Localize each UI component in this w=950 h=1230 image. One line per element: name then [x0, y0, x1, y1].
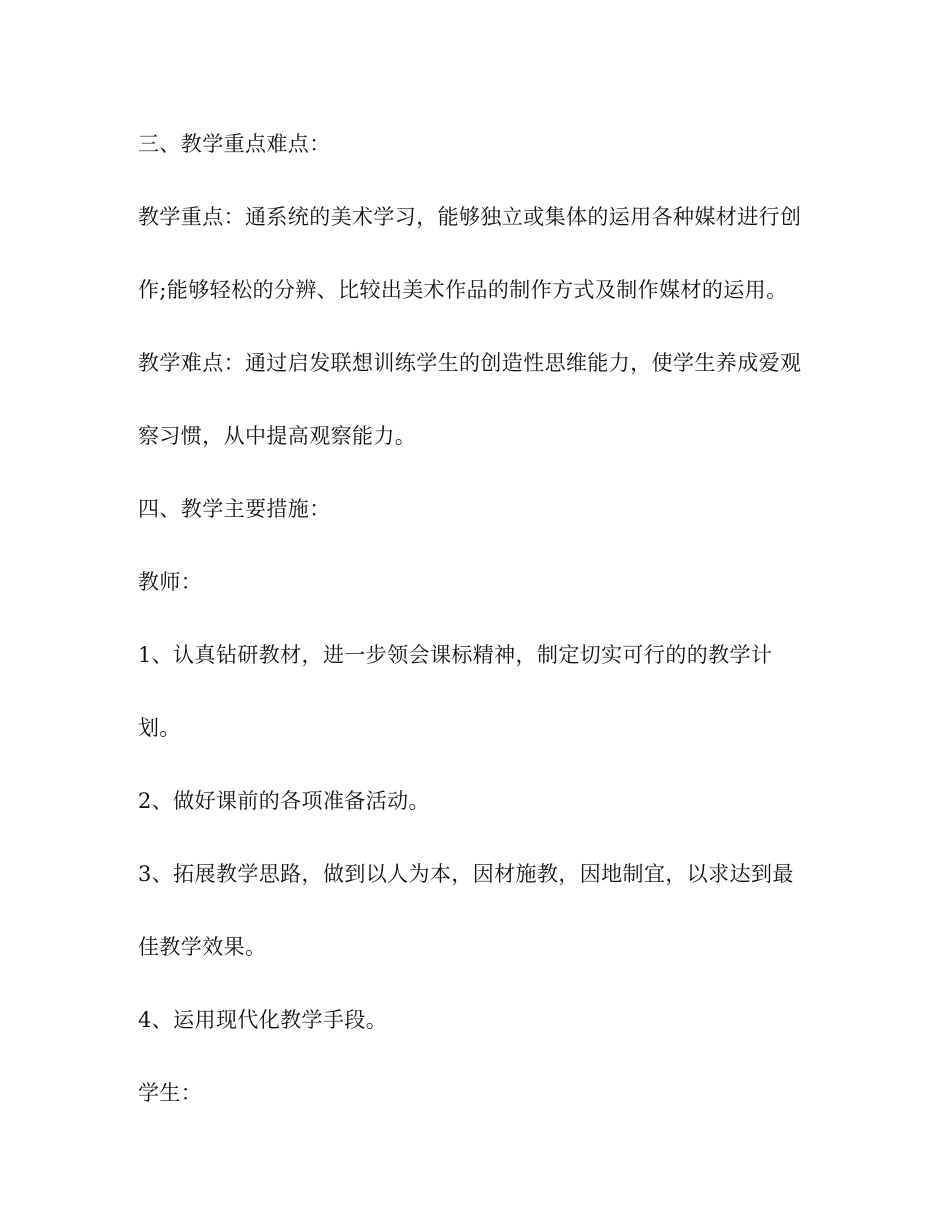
list-item-1-line-1: 1、认真钻研教材，进一步领会课标精神，制定切实可行的的教学计 — [138, 643, 773, 667]
section-heading-main-measures: 四、教学主要措施： — [138, 497, 331, 521]
subheading-student: 学生： — [138, 1081, 203, 1105]
list-item-3-line-2: 佳教学效果。 — [138, 935, 267, 959]
section-heading-key-difficult-points: 三、教学重点难点： — [138, 132, 331, 156]
paragraph-difficult-points-line-2: 察习惯，从中提高观察能力。 — [138, 424, 417, 448]
paragraph-difficult-points-line-1: 教学难点：通过启发联想训练学生的创造性思维能力，使学生养成爱观 — [138, 351, 802, 375]
subheading-teacher: 教师： — [138, 570, 203, 594]
list-item-3-line-1: 3、拓展教学思路，做到以人为本，因材施教，因地制宜，以求达到最 — [138, 862, 794, 886]
paragraph-key-points-line-1: 教学重点：通系统的美术学习，能够独立或集体的运用各种媒材进行创 — [138, 205, 802, 229]
paragraph-key-points-line-2: 作;能够轻松的分辨、比较出美术作品的制作方式及制作媒材的运用。 — [138, 278, 788, 302]
list-item-4: 4、运用现代化教学手段。 — [138, 1008, 388, 1032]
list-item-1-line-2: 划。 — [138, 716, 181, 740]
list-item-2: 2、做好课前的各项准备活动。 — [138, 789, 430, 813]
